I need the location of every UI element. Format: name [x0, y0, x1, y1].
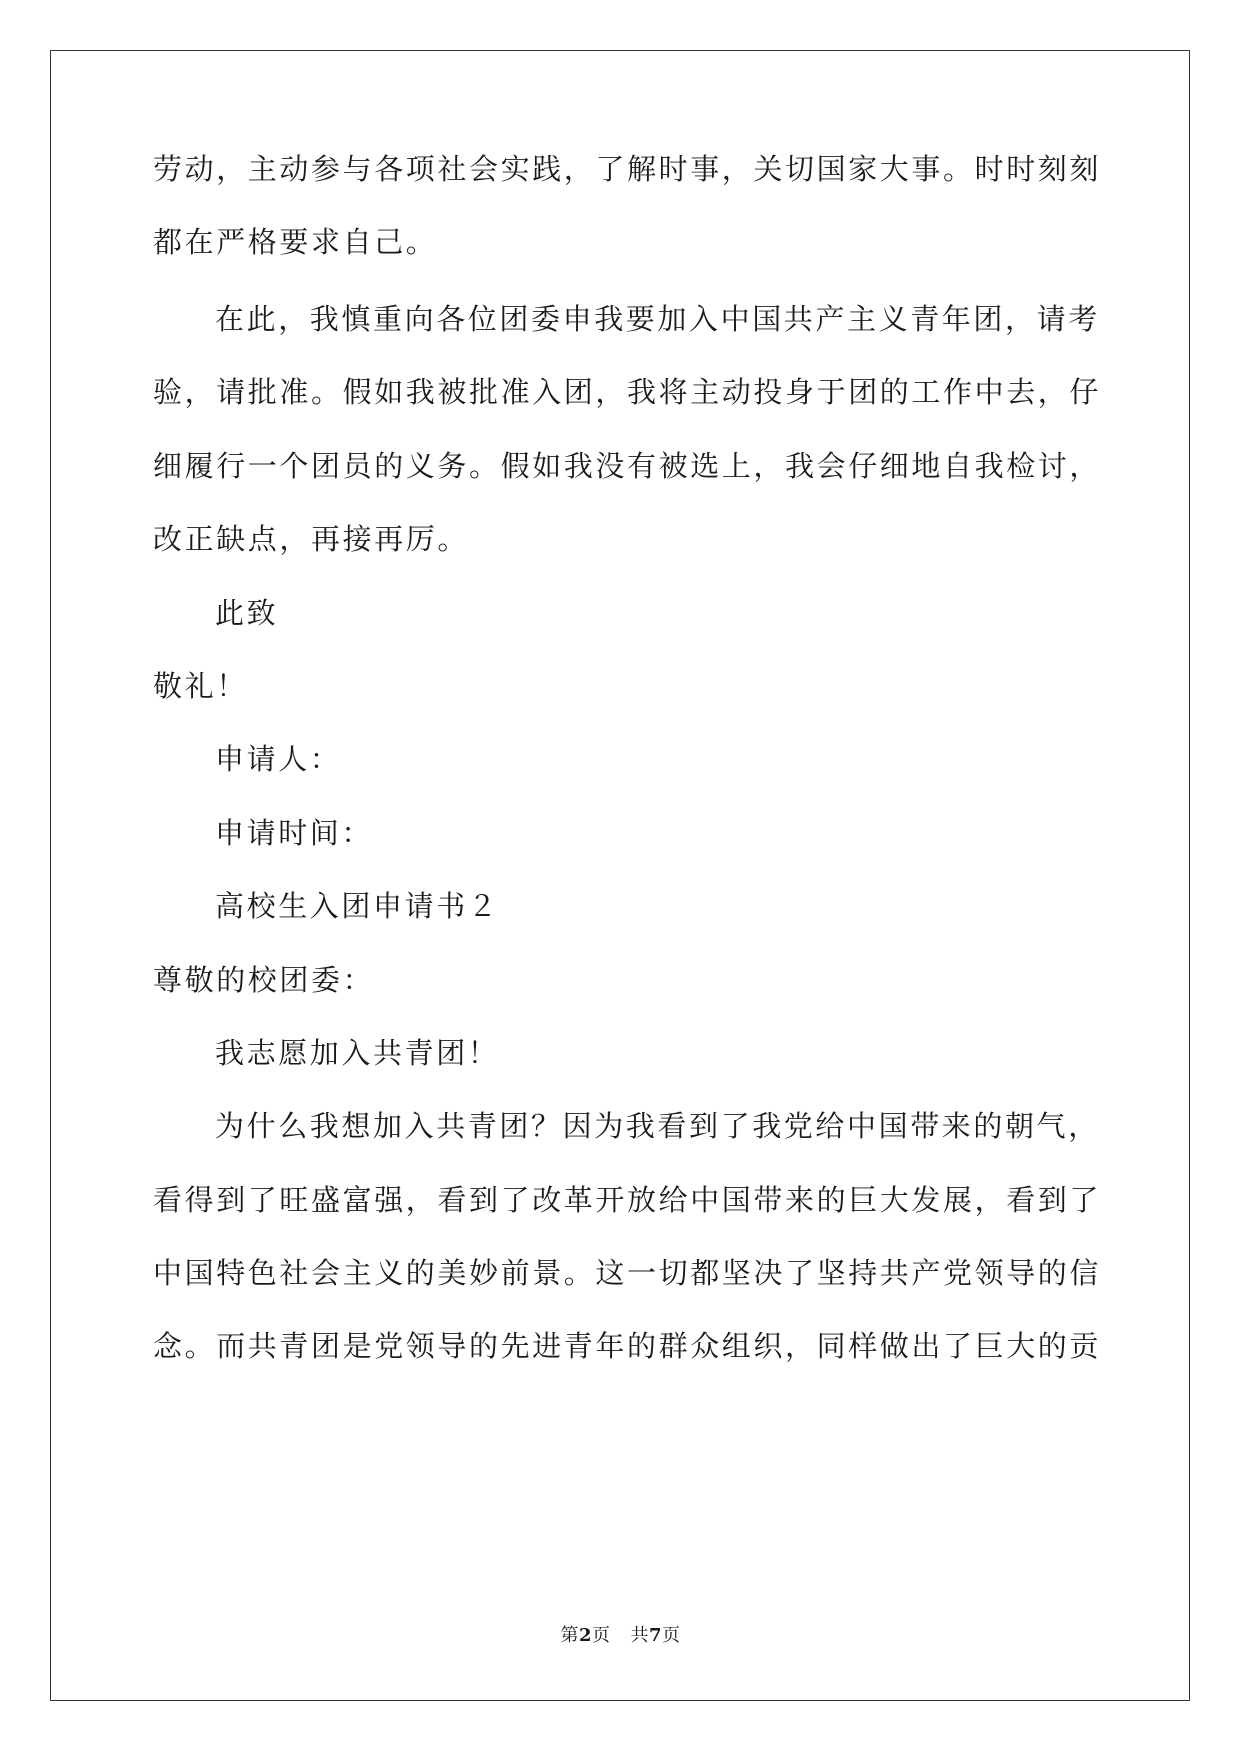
application-date-label: 申请时间： — [215, 816, 374, 850]
text-line: 念。而共青团是党领导的先进青年的群众组织，同样做出了巨大的贡 — [153, 1329, 1102, 1363]
text-line: 验，请批准。假如我被批准入团，我将主动投身于团的工作中去，仔 — [153, 375, 1102, 409]
paragraph-start-line: 在此，我慎重向各位团委申我要加入中国共产主义青年团，请考 — [215, 302, 1100, 336]
text-line: 都在严格要求自己。 — [153, 225, 438, 259]
page-prefix: 第 — [560, 1625, 579, 1646]
text-line: 劳动，主动参与各项社会实践，了解时事，关切国家大事。时时刻刻 — [153, 152, 1102, 186]
paragraph-start-line: 为什么我想加入共青团？因为我看到了我党给中国带来的朝气， — [215, 1109, 1100, 1143]
page-suffix: 页 — [592, 1625, 611, 1646]
greeting-line: 尊敬的校团委： — [153, 963, 375, 997]
page-border — [50, 50, 1190, 1701]
page-number: 2 — [578, 1625, 592, 1646]
section-heading: 高校生入团申请书２ — [215, 889, 500, 923]
text-line: 中国特色社会主义的美妙前景。这一切都坚决了坚持共产党领导的信 — [153, 1256, 1102, 1290]
total-prefix: 共 — [630, 1625, 649, 1646]
total-suffix: 页 — [662, 1625, 681, 1646]
text-line: 细履行一个团员的义务。假如我没有被选上，我会仔细地自我检讨， — [153, 449, 1102, 483]
text-line: 看得到了旺盛富强，看到了改革开放给中国带来的巨大发展，看到了 — [153, 1183, 1102, 1217]
closing-regards: 敬礼！ — [153, 669, 248, 703]
text-line: 改正缺点，再接再厉。 — [153, 522, 470, 556]
paragraph-start-line: 我志愿加入共青团！ — [215, 1036, 500, 1070]
closing-salutation: 此致 — [215, 596, 279, 630]
total-pages: 7 — [649, 1625, 663, 1646]
page-footer — [0, 1624, 1241, 1648]
applicant-label: 申请人： — [215, 742, 342, 776]
